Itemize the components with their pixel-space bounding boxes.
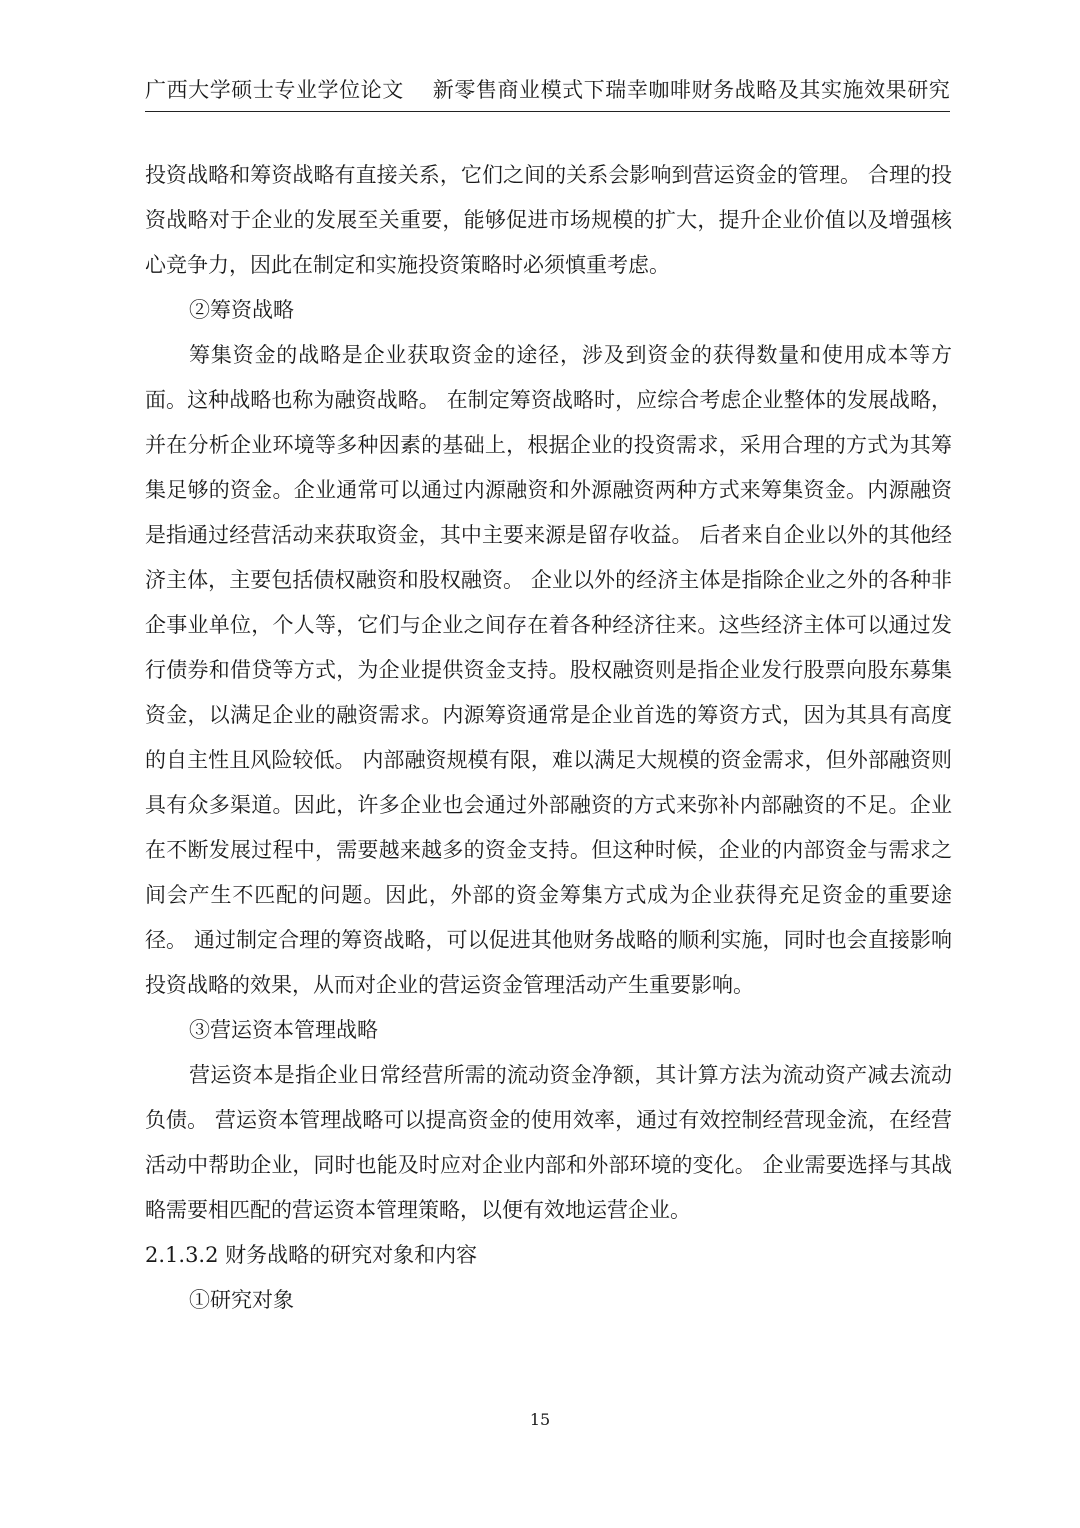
body-text <box>145 153 952 1323</box>
subheading-research-object: ①研究对象 <box>189 1288 294 1312</box>
page-number: 15 <box>529 1410 551 1429</box>
running-header <box>145 72 950 112</box>
subheading-financing-strategy: ②筹资战略 <box>189 298 294 322</box>
section-heading-2-1-3-2: 2.1.3.2 财务战略的研究对象和内容 <box>145 1243 478 1267</box>
header-divider <box>145 111 950 112</box>
paragraph-working-capital-strategy: 营运资本是指企业日常经营所需的流动资金净额，其计算方法为流动资产减去流动负债。 营运资本管理战略可以提高资金的使用效率，通过有效控制经营现金流，在经营活动中帮助企业，同时也能及时应对企业内部和外部环境的变化。 企业需要选择与其战略需要相匹配的营运资本管理策略，以便有效地运营企业。 <box>145 1063 952 1222</box>
paragraph-financing-strategy: 筹集资金的战略是企业获取资金的途径，涉及到资金的获得数量和使用成本等方面。这种战略也称为融资战略。 在制定筹资战略时，应综合考虑企业整体的发展战略，并在分析企业环境等多种因素的基础上，根据企业的投资需求，采用合理的方式为其筹集足够的资金。企业通常可以通过内源融资和外源融资两种方式来筹集资金。内源融资是指通过经营活动来获取资金，其中主要来源是留存收益。 后者来自企业以外的其他经济主体，主要包括债权融资和股权融资。 企业以外的经济主体是指除企业之外的各种非企事业单位，个人等，它们与企业之间存在着各种经济往来。这些经济主体可以通过发行债券和借贷等方式，为企业提供资金支持。股权融资则是指企业发行股票向股东募集资金，以满足企业的融资需求。内源筹资通常是企业首选的筹资方式，因为其具有高度的自主性且风险较低。 内部融资规模有限，难以满足大规模的资金需求，但外部融资则具有众多渠道。因此，许多企业也会通过外部融资的方式来弥补内部融资的不足。企业在不断发展过程中，需要越来越多的资金支持。但这种时候，企业的内部资金与需求之间会产生不匹配的问题。因此，外部的资金筹集方式成为企业获得充足资金的重要途径。 通过制定合理的筹资战略，可以促进其他财务战略的顺利实施，同时也会直接影响投资战略的效果，从而对企业的营运资金管理活动产生重要影响。 <box>145 343 952 997</box>
header-thesis-title: 新零售商业模式下瑞幸咖啡财务战略及其实施效果研究 <box>432 78 950 102</box>
subheading-working-capital-strategy: ③营运资本管理战略 <box>189 1018 378 1042</box>
paragraph-investment-continued: 投资战略和筹资战略有直接关系，它们之间的关系会影响到营运资金的管理。 合理的投资战略对于企业的发展至关重要，能够促进市场规模的扩大，提升企业价值以及增强核心竞争力，因此在制定和实施投资策略时必须慎重考虑。 <box>145 163 952 277</box>
header-school-title: 广西大学硕士专业学位论文 <box>145 78 404 102</box>
